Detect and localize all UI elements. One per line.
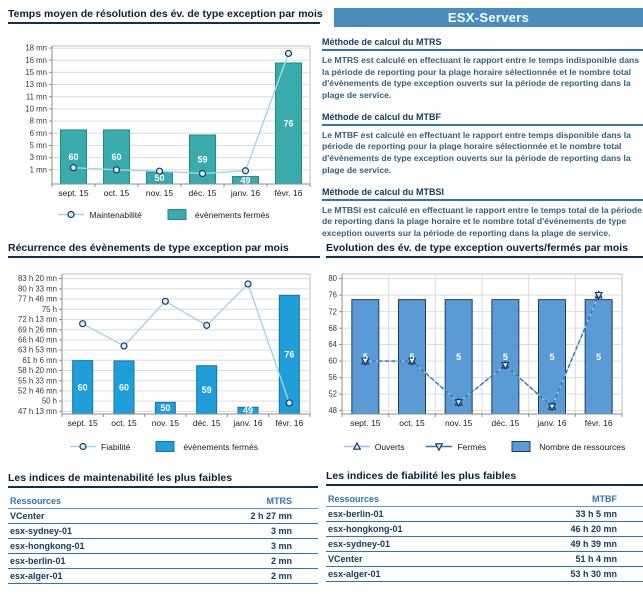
method-heading: Méthode de calcul du MTBSI	[322, 186, 445, 197]
y-tick-label: 52	[328, 389, 337, 399]
metric-value: 2 mn	[170, 554, 318, 569]
bar-value-label: 5	[409, 351, 415, 362]
resource-name: esx-alger-01	[8, 569, 170, 584]
chart-resolution-time-section	[8, 8, 323, 221]
y-tick-label: 80 h 33 mn	[17, 284, 57, 294]
legend-label: Ouverts	[374, 441, 405, 452]
y-tick-label: 61 h 6 mn	[22, 355, 57, 365]
table-header-row	[8, 493, 318, 509]
circle-marker-icon	[245, 281, 251, 287]
table-row	[8, 554, 318, 569]
metric-value: 49 h 39 mn	[487, 537, 643, 552]
bar-value-label: 59	[201, 384, 212, 395]
y-tick-label: 64	[328, 340, 337, 350]
bar-value-label: 76	[284, 349, 295, 360]
x-axis-label: nov. 15	[145, 188, 174, 198]
heading-rule	[322, 49, 643, 51]
resource-name: esx-berlin-01	[326, 507, 487, 522]
metric-value: 51 h 4 mn	[487, 552, 643, 567]
y-tick-label: 18 mn	[25, 43, 47, 53]
legend-item-évènements-fermés	[152, 440, 258, 453]
metric-value: 2 h 27 mn	[170, 509, 318, 524]
method-description: Le MTRS est calculé en effectuant le rapport entre le temps indisponible dans la période de reporting pour la plage horaire sélectionnée et le nombre total d'évènements de type exception ouverts sur la période de reporting dans la plage de service.	[322, 55, 640, 101]
chart1-legend	[8, 208, 320, 221]
x-axis-label: févr. 16	[274, 188, 303, 198]
table-row	[8, 509, 318, 524]
chart-recurrence-section	[8, 242, 320, 453]
method-heading: Méthode de calcul du MTRS	[322, 37, 442, 47]
resource-name: VCenter	[326, 552, 487, 567]
chart3-legend	[326, 440, 643, 453]
resource-name: esx-sydney-01	[8, 524, 170, 539]
y-tick-label: 72	[328, 307, 337, 317]
resource-name: esx-sydney-01	[326, 537, 487, 552]
bar-value-label: 5	[549, 351, 555, 362]
chart3-canvas	[326, 261, 643, 439]
y-tick-label: 15 mn	[25, 67, 47, 77]
circle-marker-icon	[204, 322, 210, 328]
x-axis-label: févr. 16	[584, 418, 613, 428]
circle-marker-icon	[121, 343, 127, 349]
y-tick-label: 50 h	[41, 396, 57, 406]
line-triangle-up-swatch-icon	[344, 440, 370, 453]
y-tick-label: 58 h 20 mn	[17, 366, 57, 376]
bar-value-label: 5	[596, 351, 602, 362]
circle-marker-icon	[68, 212, 74, 218]
resource-name: esx-berlin-01	[8, 554, 170, 569]
bar-value-label: 76	[283, 118, 294, 129]
bar-value-label: 49	[242, 405, 254, 416]
y-tick-label: 80	[328, 274, 337, 284]
table-row	[326, 537, 643, 552]
line-triangle-down-swatch-icon	[426, 440, 452, 453]
chart1-canvas	[8, 27, 320, 207]
legend-label: évènements fermés	[194, 209, 270, 220]
x-axis-label: janv. 16	[233, 418, 263, 428]
chart2-legend	[8, 440, 320, 453]
table-row	[326, 567, 643, 582]
y-tick-label: 5 mn	[29, 141, 47, 151]
circle-marker-icon	[80, 321, 86, 327]
x-axis-label: nov. 15	[151, 418, 179, 428]
y-tick-label: 1 mn	[29, 165, 47, 175]
bar-value-label: 49	[240, 175, 251, 186]
bar-value-label: 5	[362, 351, 368, 362]
table-header-row	[326, 491, 643, 507]
heading-rule	[322, 124, 643, 126]
circle-marker-icon	[71, 165, 77, 171]
reliability-table	[326, 491, 643, 582]
bar-value-label: 60	[118, 382, 130, 393]
y-tick-label: 55 h 33 mn	[17, 376, 57, 386]
bar-value-label: 50	[154, 173, 165, 184]
x-axis-label: nov. 15	[445, 418, 473, 428]
y-tick-label: 77 h 46 mn	[17, 294, 57, 304]
legend-label: Fermés	[457, 441, 487, 452]
circle-marker-icon	[200, 171, 206, 177]
metric-value: 2 mn	[170, 569, 318, 584]
resource-name: esx-hongkong-01	[8, 539, 170, 554]
y-tick-label: 76	[328, 290, 337, 300]
x-axis-label: déc. 15	[491, 418, 520, 428]
legend-item-ouverts	[344, 440, 405, 453]
y-tick-label: 52 h 46 mn	[17, 386, 57, 396]
line-circle-swatch-icon	[70, 440, 96, 453]
y-tick-label: 10 mn	[25, 104, 47, 114]
bar-value-label: 60	[77, 382, 88, 393]
y-tick-label: 11 mn	[25, 92, 47, 102]
table-row	[326, 522, 643, 537]
legend-item-évènements-fermés	[164, 208, 270, 221]
y-tick-label: 83 h 20 mn	[17, 274, 57, 284]
method-heading: Méthode de calcul du MTBF	[322, 111, 442, 122]
bar-value-label: 5	[502, 351, 508, 362]
bar-value-label: 50	[160, 403, 171, 414]
resource-name: VCenter	[8, 509, 170, 524]
plot-area	[52, 46, 310, 184]
maintainability-table-title: Les indices de maintenabilité les plus faibles	[8, 472, 318, 488]
legend-item-fermés	[426, 440, 486, 453]
y-tick-label: 75 h	[41, 304, 57, 314]
maintainability-table-section	[8, 472, 318, 584]
y-tick-label: 16 mn	[25, 55, 47, 65]
heading-rule	[322, 199, 643, 201]
legend-item-maintenabilité	[58, 208, 141, 221]
info-panel-header: ESX-Servers	[334, 8, 643, 27]
column-header-mtrs: MTRS	[170, 493, 318, 509]
reliability-table-section	[326, 470, 643, 582]
y-tick-label: 66 h 40 mn	[17, 335, 57, 345]
circle-marker-icon	[286, 400, 292, 406]
circle-marker-icon	[243, 168, 249, 174]
bar-value-label: 5	[456, 351, 462, 362]
box-swatch-icon	[508, 440, 534, 453]
y-tick-label: 6 mn	[29, 128, 47, 138]
table-row	[8, 569, 318, 584]
y-tick-label: 69 h 26 mn	[17, 325, 57, 335]
metric-value: 3 mn	[170, 524, 318, 539]
y-tick-label: 68	[328, 323, 337, 333]
info-panel	[322, 8, 643, 240]
chart2-title: Récurrence des évènements de type exception par mois	[8, 242, 320, 258]
column-header-ressources: Ressources	[8, 493, 170, 509]
circle-marker-icon	[162, 298, 168, 304]
circle-marker-icon	[286, 50, 292, 56]
method-description: Le MTBF est calculé en effectuant le rapport entre temps disponible dans la période de reporting pour la plage horaire sélectionnée et le nombre total d'évènements de type exception ouverts sur la période de reporting dans la plage de service.	[322, 129, 631, 175]
resource-name: esx-hongkong-01	[326, 522, 487, 537]
x-axis-label: déc. 15	[192, 418, 221, 428]
chart3-title: Evolution des év. de type exception ouverts/fermés par mois	[326, 242, 643, 258]
y-tick-label: 56	[328, 373, 337, 383]
line-circle-swatch-icon	[58, 208, 84, 221]
legend-label: Maintenabilité	[89, 209, 142, 220]
bar-value-label: 60	[111, 151, 122, 162]
y-tick-label: 8 mn	[29, 116, 47, 126]
y-tick-label: 3 mn	[29, 153, 47, 163]
plot-area	[62, 274, 310, 414]
y-tick-label: 13 mn	[25, 80, 47, 90]
x-axis-label: janv. 16	[537, 418, 567, 428]
y-tick-label: 63 h 53 mn	[17, 345, 57, 355]
metric-value: 53 h 30 mn	[487, 567, 643, 582]
bar-value-label: 59	[197, 154, 208, 165]
column-header-mtbf: MTBF	[487, 491, 643, 507]
legend-label: Fiabilité	[101, 441, 131, 452]
chart1-title: Temps moyen de résolution des év. de type exception par mois	[8, 8, 320, 24]
circle-marker-icon	[80, 444, 86, 450]
metric-value: 46 h 20 mn	[487, 522, 643, 537]
legend-label: Nombre de ressources	[539, 441, 626, 452]
circle-marker-icon	[114, 167, 120, 173]
x-axis-label: janv. 16	[230, 188, 261, 198]
reliability-table-title: Les indices de fiabilité les plus faibles	[326, 470, 643, 486]
x-axis-label: sept. 15	[350, 418, 381, 428]
chart-evolution-section	[326, 242, 643, 453]
resource-name: esx-alger-01	[326, 567, 487, 582]
metric-value: 33 h 5 mn	[487, 507, 643, 522]
method-description: Le MTBSI est calculé en effectuant le rapport entre le temps total de la période de reporting dans la plage horaire et le nombre total d'évènements de type exception ouverts sur la période de reporting dans la plage de service.	[322, 204, 642, 238]
y-tick-label: 60	[328, 356, 337, 366]
x-axis-label: oct. 15	[103, 188, 130, 198]
x-axis-label: févr. 16	[275, 418, 304, 428]
maintainability-table	[8, 493, 318, 584]
bar-value-label: 60	[68, 151, 79, 162]
table-row	[326, 507, 643, 522]
box-swatch-icon	[164, 208, 190, 221]
info-sections	[322, 37, 643, 240]
x-axis-label: déc. 15	[188, 188, 217, 198]
x-axis-label: oct. 15	[111, 418, 137, 428]
legend-item-fiabilité	[70, 440, 130, 453]
y-tick-label: 48	[328, 406, 337, 416]
legend-item-nombre-de-ressources	[508, 440, 625, 453]
x-axis-label: sept. 15	[58, 188, 89, 198]
table-row	[8, 539, 318, 554]
column-header-ressources: Ressources	[326, 491, 487, 507]
metric-value: 3 mn	[170, 539, 318, 554]
y-tick-label: 47 h 13 mn	[17, 406, 57, 416]
table-row	[326, 552, 643, 567]
y-tick-label: 72 h 13 mn	[17, 315, 57, 325]
box-swatch-icon	[152, 440, 178, 453]
table-row	[8, 524, 318, 539]
legend-label: évènements fermés	[183, 441, 258, 452]
chart2-canvas	[8, 261, 320, 439]
x-axis-label: oct. 15	[399, 418, 425, 428]
x-axis-label: sept. 15	[67, 418, 98, 428]
